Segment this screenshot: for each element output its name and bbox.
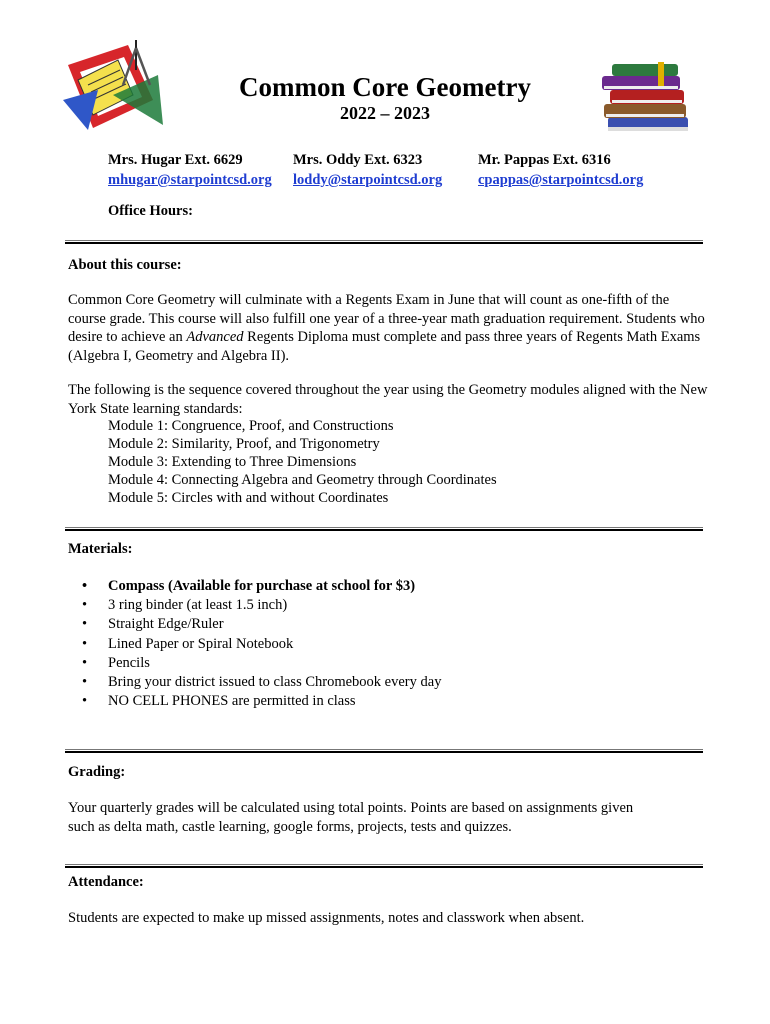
about-heading: About this course:	[68, 257, 182, 273]
module-item: Module 5: Circles with and without Coordinates	[108, 490, 389, 506]
contact-name: Mrs. Hugar Ext. 6629	[108, 152, 243, 168]
about-text-b: Regents Diploma must complete and pass three years of Regents Math Exams (Algebra I, Geometry and Algebra II).	[68, 329, 701, 364]
list-item: • Straight Edge/Ruler	[82, 615, 441, 634]
module-item: Module 2: Similarity, Proof, and Trigonometry	[108, 436, 380, 452]
grading-heading: Grading:	[68, 764, 126, 780]
about-text-a: Common Core Geometry will culminate with a Regents Exam in June that will count as one-fifth of the course grade. This course will also fulfill one year of a three-year math graduation requirement. Students who desire to achieve an	[68, 292, 705, 345]
list-item: • NO CELL PHONES are permitted in class	[82, 692, 441, 711]
email-link-pappas[interactable]: cpappas@starpointcsd.org	[478, 172, 644, 188]
about-text-em: Advanced	[186, 329, 244, 345]
attendance-text: Students are expected to make up missed assignments, notes and classwork when absent.	[68, 910, 585, 926]
email-link-oddy[interactable]: loddy@starpointcsd.org	[293, 172, 443, 188]
module-item: Module 3: Extending to Three Dimensions	[108, 454, 357, 470]
section-divider	[65, 527, 703, 531]
module-item: Module 4: Connecting Algebra and Geometry through Coordinates	[108, 472, 497, 488]
materials-heading: Materials:	[68, 541, 133, 557]
attendance-heading: Attendance:	[68, 874, 144, 890]
section-divider	[65, 240, 703, 244]
section-divider	[65, 749, 703, 753]
list-item: • Pencils	[82, 654, 441, 673]
module-item: Module 1: Congruence, Proof, and Constructions	[108, 418, 394, 434]
contact-pappas	[478, 150, 643, 190]
list-item: • 3 ring binder (at least 1.5 inch)	[82, 596, 441, 615]
school-year: 2022 – 2023	[340, 103, 430, 123]
contact-hugar	[108, 150, 272, 190]
contact-oddy	[293, 150, 442, 190]
email-link-hugar[interactable]: mhugar@starpointcsd.org	[108, 172, 272, 188]
contact-name: Mr. Pappas Ext. 6316	[478, 152, 611, 168]
page-title: Common Core Geometry	[239, 72, 531, 102]
contact-name: Mrs. Oddy Ext. 6323	[293, 152, 423, 168]
grading-text: Your quarterly grades will be calculated using total points. Points are based on assignments given such as delta math, castle learning, google forms, projects, tests and quizzes.	[68, 800, 634, 835]
about-paragraph	[68, 291, 708, 365]
module-list	[108, 417, 497, 507]
office-hours-label: Office Hours:	[108, 203, 193, 219]
sequence-paragraph: The following is the sequence covered throughout the year using the Geometry modules aligned with the New York State learning standards:	[68, 382, 708, 417]
list-item: • Compass (Available for purchase at school for $3)	[82, 577, 441, 596]
section-divider	[65, 864, 703, 868]
list-item: • Lined Paper or Spiral Notebook	[82, 635, 441, 654]
list-item: • Bring your district issued to class Chromebook every day	[82, 673, 441, 692]
materials-list	[82, 577, 441, 711]
